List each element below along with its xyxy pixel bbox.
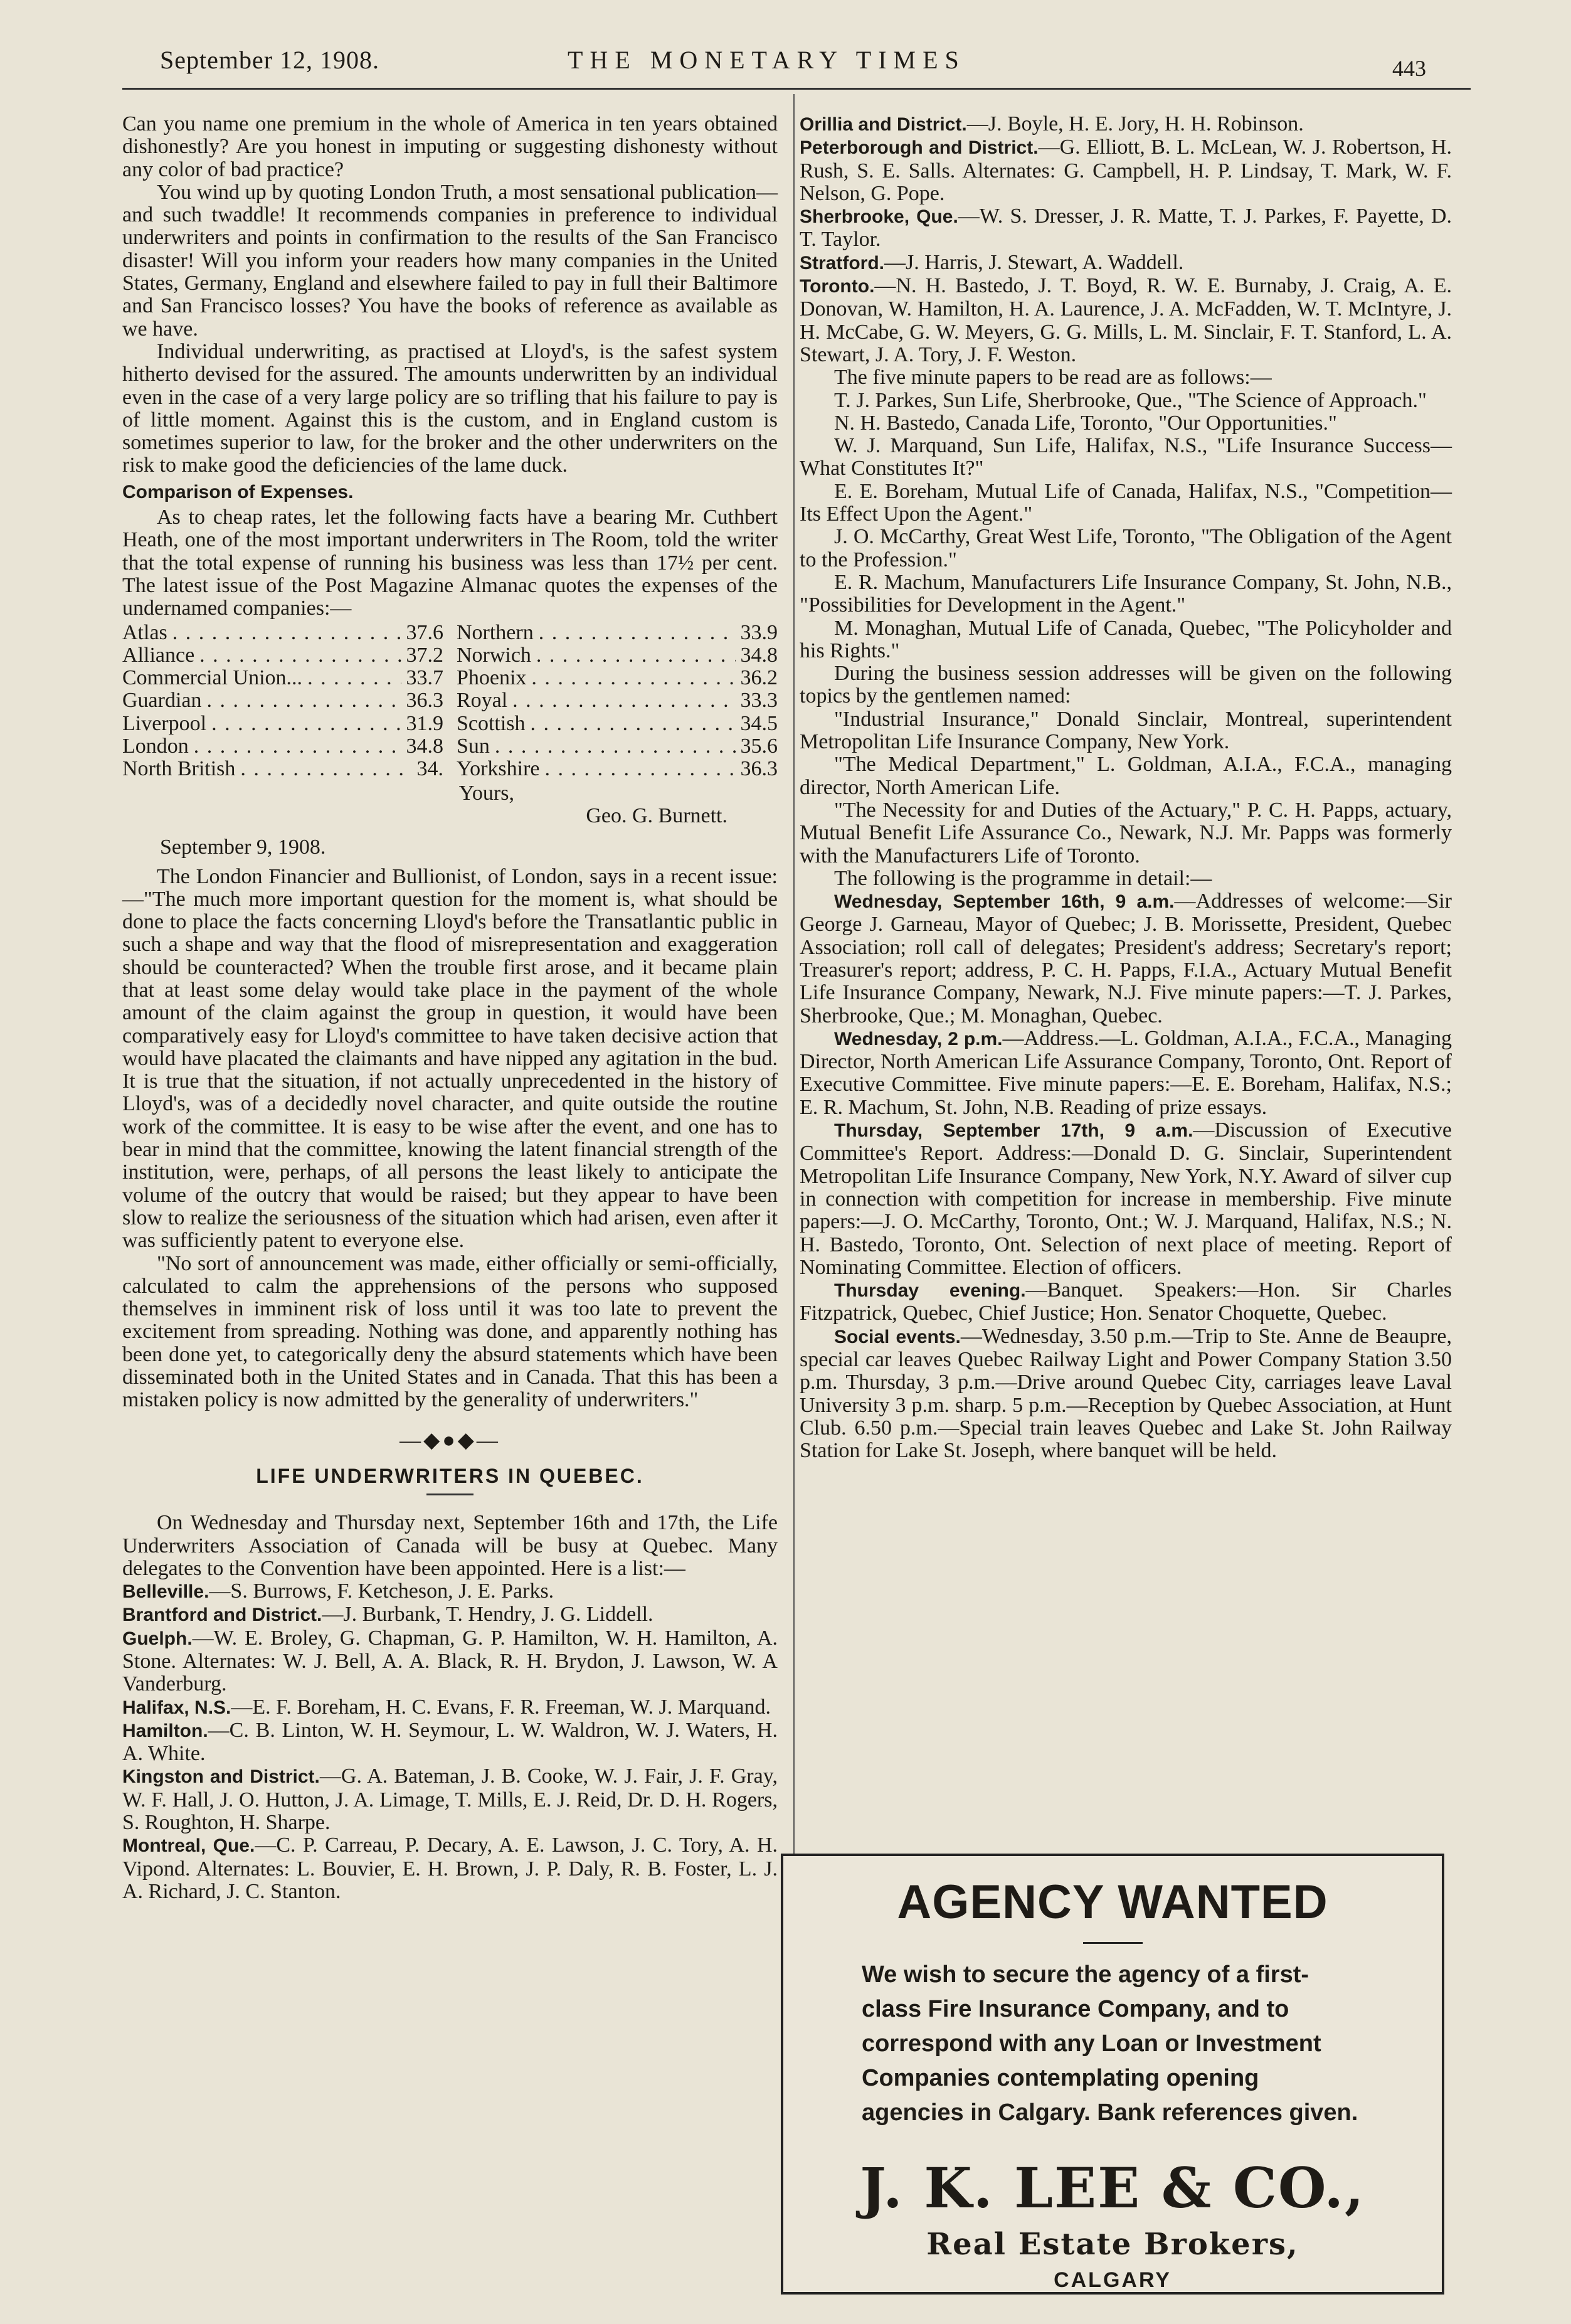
expense-value: 34.8 [406,735,444,758]
letter-date: September 9, 1908. [160,836,326,859]
paper-entry: T. J. Parkes, Sun Life, Sherbrooke, Que., "The Science of Approach." [834,388,1427,412]
company-name: North British [122,757,236,781]
table-row [457,713,778,735]
expense-value: 37.6 [406,620,444,644]
programme-detail: —Discussion of Executive Committee's Report. Address:—Donald D. G. Sinclair, Superintendent Metropolitan Life Insurance Company, New York, N.Y. Award of silver cup in connection with competition for increase in membership. Five minute papers:—J. O. McCarthy, Toronto, Ont.; W. J. Marquand, Halifax, N.S.; N. H. Bastedo, Toronto, Ont. Selection of next place of meeting. Report of Nominating Committee. Election of officers. [800,1118,1452,1279]
delegate-entry [800,113,1452,136]
delegate-names: —E. F. Boreham, H. C. Evans, F. R. Freeman, W. J. Marquand. [231,1695,771,1719]
delegate-entry [800,275,1452,366]
paragraph: Can you name one premium in the whole of America in ten years obtained dishonestly? Are you honest in imputing or suggesting dishonesty without any color of bad practice? [122,112,778,181]
expense-value: 36.2 [740,666,778,690]
ad-body: We wish to secure the agency of a first-class Fire Insurance Company, and to correspond with any Loan or Investment Companies contemplating opening agencies in Calgary. Bank references given. [862,1961,1358,2126]
expense-value: 34. [416,757,444,781]
table-row [122,758,443,780]
section-title: LIFE UNDERWRITERS IN QUEBEC. [256,1464,644,1487]
delegate-place: Stratford. [800,252,884,273]
paper-entry: W. J. Marquand, Sun Life, Halifax, N.S., "Life Insurance Success—What Constitutes It?" [800,434,1452,480]
address-entry: "Industrial Insurance," Donald Sinclair, Montreal, superintendent Metropolitan Life Insurance Company, New York. [800,707,1452,754]
delegate-entry [122,1765,778,1834]
programme-time: Social events. [834,1326,961,1347]
table-row [457,689,778,712]
delegate-names: —G. A. Bateman, J. B. Cooke, W. J. Fair, J. F. Gray, W. F. Hall, J. O. Hutton, J. A. Limage, T. Mills, E. J. Reid, Dr. D. H. Rogers, S. Roughton, H. Sharpe. [122,1764,778,1835]
programme-entry [800,1119,1452,1279]
paragraph: The following is the programme in detail:— [834,866,1212,890]
paper-entry: E. E. Boreham, Mutual Life of Canada, Halifax, N.S., "Competition—Its Effect Upon the Agent." [800,479,1452,526]
programme-time: Thursday evening. [834,1280,1026,1302]
company-name: Liverpool [122,711,207,735]
company-name: Commercial Union... [122,666,303,690]
address-entry: "The Medical Department," L. Goldman, A.I.A., F.C.A., managing director, North American Life. [800,753,1452,799]
title-rule [426,1494,473,1495]
page-number: 443 [1392,56,1426,81]
expense-value: 33.3 [740,689,778,713]
expenses-table [122,622,778,781]
table-row [457,758,778,780]
delegate-names: —C. B. Linton, W. H. Seymour, L. W. Waldron, W. J. Waters, H. A. White. [122,1718,778,1766]
paper-entry: E. R. Machum, Manufacturers Life Insurance Company, St. John, N.B., "Possibilities for Development in the Agent." [800,570,1452,617]
delegate-place: Toronto. [800,276,875,297]
delegate-names: —G. Elliott, B. L. McLean, W. J. Robertson, H. Rush, S. E. Salls. Alternates: G. Campbell, H. P. Lindsay, T. Mark, W. F. Nelson, G. Pope. [800,135,1452,205]
programme-time: Wednesday, 2 p.m. [834,1028,1003,1049]
subheading: Comparison of Expenses. [122,481,354,502]
company-name: Northern [456,620,534,644]
delegate-place: Hamilton. [122,1720,208,1741]
ad-trade: Real Estate Brokers, [926,2227,1299,2262]
programme-entry [800,1027,1452,1119]
expense-value: 33.7 [406,666,444,690]
signature: Geo. G. Burnett. [586,804,727,827]
delegate-names: —S. Burrows, F. Ketcheson, J. E. Parks. [209,1579,554,1603]
company-name: London [122,735,189,758]
paragraph: As to cheap rates, let the following facts have a bearing Mr. Cuthbert Heath, one of the most important underwriters in The Room, told the writer that the total expense of running his business was less than 17½ per cent. The latest issue of the Post Magazine Almanac quotes the expenses of the undernamed companies:— [122,506,778,620]
ornament-divider: —◆●◆— [399,1428,500,1452]
right-column [800,113,1452,1463]
ad-firm-name: J. K. LEE & CO., [860,2155,1365,2221]
table-row [457,735,778,758]
delegate-entry [122,1834,778,1903]
delegate-names: —N. H. Bastedo, J. T. Boyd, R. W. E. Burnaby, J. Craig, A. E. Donovan, W. Hamilton, H. A. Laurence, J. A. McFadden, W. T. McIntyre, J. H. McCabe, G. W. Meyers, G. G. Mills, L. M. Sinclair, F. T. Stanford, L. A. Stewart, J. A. Tory, J. F. Weston. [800,274,1452,366]
programme-time: Wednesday, September 16th, 9 a.m. [834,891,1175,913]
delegate-entry [800,205,1452,252]
table-row [122,644,443,667]
table-row [122,713,443,735]
delegate-entry [122,1603,778,1626]
delegate-entry [800,136,1452,205]
paragraph: "No sort of announcement was made, either officially or semi-officially, calculated to calm the apprehensions of the persons who supposed themselves in imminent risk of loss until it was too late to prevent the excitement from spreading. Nothing was done, and apparently nothing has been done yet, to categorically deny the absurd statements which have been disseminated both in the United States and in Canada. That this has been a mistaken policy is now admitted by the generality of underwriters." [122,1251,778,1412]
delegate-names: —J. Harris, J. Stewart, A. Waddell. [884,250,1184,274]
table-row [122,667,443,689]
delegate-place: Sherbrooke, Que. [800,206,958,228]
expense-value: 34.5 [740,711,778,735]
delegate-place: Peterborough and District. [800,137,1039,159]
table-row [122,689,443,712]
ad-rule [1083,1942,1143,1944]
programme-time: Thursday, September 17th, 9 a.m. [834,1120,1193,1142]
company-name: Alliance [122,643,195,667]
expense-value: 35.6 [740,735,778,758]
table-row [122,622,443,644]
paragraph: During the business session addresses will be given on the following topics by the gentlemen named: [800,662,1452,708]
masthead: THE MONETARY TIMES [568,46,966,74]
delegate-entry [122,1719,778,1766]
paragraph: The London Financier and Bullionist, of London, says in a recent issue:—"The much more important question for the moment is, what should be done to place the facts concerning Lloyd's before the Transatlantic public in such a shape and way that the flood of misrepresentation and exaggeration should be counteracted? When the trouble first arose, and it became plain that at least some delay would take place in the payment of the whole amount of the claim against the group in question, it would have been comparatively easy for Lloyd's committee to have taken decisive action that would have placated the claimants and have nipped any agitation in the bud. It is true that the situation, if not actually unprecedented in the history of Lloyd's, was of a decidedly novel character, and quite outside the routine work of the committee. It is easy to be wise after the event, and one has to bear in mind that the committee, knowing the latent financial strength of the institution, were, perhaps, of all persons the least likely to anticipate the volume of the outcry that would be raised; but they appear to have been slow to realize the seriousness of the situation which had arisen, even after it was sufficiently patent to everyone else. [122,864,778,1253]
company-name: Scottish [456,711,526,735]
delegate-names: —J. Boyle, H. E. Jory, H. H. Robinson. [966,112,1304,135]
paragraph: The five minute papers to be read are as follows:— [834,366,1272,390]
expense-value: 31.9 [406,711,444,735]
table-row [457,622,778,644]
company-name: Sun [456,735,490,758]
expenses-column-left [122,622,443,781]
paper-entry: J. O. McCarthy, Great West Life, Toronto, "The Obligation of the Agent to the Profession." [800,525,1452,571]
delegate-entry [122,1580,778,1603]
paragraph: Individual underwriting, as practised at Lloyd's, is the safest system hitherto devised for the assured. The amounts underwritten by an individual even in the case of a very large policy are so trifling that his failure to pay is of little moment. Against this is the custom, and in England custom is sometimes superior to law, for the broker and the other underwriters on the risk to make good the deficiencies of the lame duck. [122,339,778,477]
delegate-place: Halifax, N.S. [122,1697,231,1718]
delegate-place: Kingston and District. [122,1766,320,1788]
company-name: Guardian [122,689,202,713]
header-rule [122,88,1471,90]
programme-entry [800,1325,1452,1463]
delegate-entry [122,1696,778,1719]
table-row [457,667,778,689]
programme-detail: —Addresses of welcome:—Sir George J. Garneau, Mayor of Quebec; J. B. Morissette, President, Quebec Association; roll call of delegates; President's address; Secretary's report; Treasurer's report; address, P. C. H. Papps, F.I.A., Actuary Mutual Benefit Life Insurance Company, Newark, N.J. Five minute papers:—T. J. Parkes, Sherbrooke, Que.; M. Monaghan, Quebec. [800,889,1452,1027]
paragraph: On Wednesday and Thursday next, September 16th and 17th, the Life Underwriters Association of Canada will be busy at Quebec. Many delegates to the Convention have been appointed. Here is a list:— [122,1511,778,1580]
programme-detail: —Address.—L. Goldman, A.I.A., F.C.A., Managing Director, North American Life Assurance Company, Toronto, Ont. Report of Executive Committee. Five minute papers:—E. E. Boreham, Halifax, N.S.; E. R. Machum, St. John, N.B. Reading of prize essays. [800,1026,1452,1119]
agency-wanted-advertisement [781,1854,1444,2295]
address-entry: "The Necessity for and Duties of the Actuary," P. C. H. Papps, actuary, Mutual Benefit Life Assurance Co., Newark, N.J. Mr. Papps was formerly with the Manufacturers Life of Toronto. [800,798,1452,868]
company-name: Royal [456,689,508,713]
programme-entry [800,1279,1452,1325]
table-row [122,735,443,758]
company-name: Phoenix [456,666,527,690]
delegate-entry [800,252,1452,275]
company-name: Yorkshire [456,757,540,781]
paragraph: You wind up by quoting London Truth, a most sensational publication—and such twaddle! It recommends companies in preference to individual underwriters and points in confirmation to the results of the San Francisco disaster! Will you inform your readers how many companies in the United States, Germany, England and elsewhere failed to pay in full their Baltimore and San Francisco losses? You have the books of reference as available as we have. [122,180,778,341]
table-row [457,644,778,667]
delegate-names: —J. Burbank, T. Hendry, J. G. Liddell. [322,1603,653,1626]
company-name: Atlas [122,620,167,644]
expense-value: 37.2 [406,643,444,667]
delegate-entry [122,1627,778,1696]
programme-entry [800,890,1452,1027]
delegate-names: —W. S. Dresser, J. R. Matte, T. J. Parkes, F. Payette, D. T. Taylor. [800,204,1452,252]
delegate-place: Montreal, Que. [122,1835,255,1857]
delegate-names: —C. P. Carreau, P. Decary, A. E. Lawson, J. C. Tory, A. H. Vipond. Alternates: L. Bouvier, E. H. Brown, J. P. Daly, R. B. Foster, L. J. A. Richard, J. C. Stanton. [122,1833,778,1903]
delegate-names: —W. E. Broley, G. Chapman, G. P. Hamilton, W. H. Hamilton, A. Stone. Alternates: W. J. Bell, A. A. Black, R. H. Brydon, J. Lawson, W. A Vanderburg. [122,1626,778,1696]
delegate-place: Orillia and District. [800,114,967,135]
closing: Yours, [458,781,514,805]
ad-title: AGENCY WANTED [897,1876,1328,1929]
delegate-place: Guelph. [122,1628,193,1649]
paper-entry: N. H. Bastedo, Canada Life, Toronto, "Our Opportunities." [834,411,1337,435]
paper-entry: M. Monaghan, Mutual Life of Canada, Quebec, "The Policyholder and his Rights." [800,616,1452,662]
company-name: Norwich [456,643,531,667]
expenses-column-right [457,622,778,781]
programme-detail: —Wednesday, 3.50 p.m.—Trip to Ste. Anne de Beaupre, special car leaves Quebec Railway Light and Power Company Station 3.50 p.m. Thursday, 3 p.m.—Drive around Quebec City, carriages leave Laval University 3 p.m. sharp. 5 p.m.—Reception by Quebec Association, at Hunt Club. 6.50 p.m.—Special train leaves Quebec and Lake St. John Railway Station for Lake St. Joseph, where banquet will be held. [800,1324,1452,1463]
expense-value: 34.8 [740,643,778,667]
issue-date: September 12, 1908. [160,46,380,74]
expense-value: 33.9 [740,620,778,644]
delegate-place: Belleville. [122,1581,209,1603]
expense-value: 36.3 [740,757,778,781]
ad-city: CALGARY [1054,2268,1172,2292]
left-column [122,113,778,1903]
programme-detail: —Banquet. Speakers:—Hon. Sir Charles Fitzpatrick, Quebec, Chief Justice; Hon. Senator Choquette, Quebec. [800,1278,1452,1325]
delegate-place: Brantford and District. [122,1605,322,1626]
expense-value: 36.3 [406,689,444,713]
